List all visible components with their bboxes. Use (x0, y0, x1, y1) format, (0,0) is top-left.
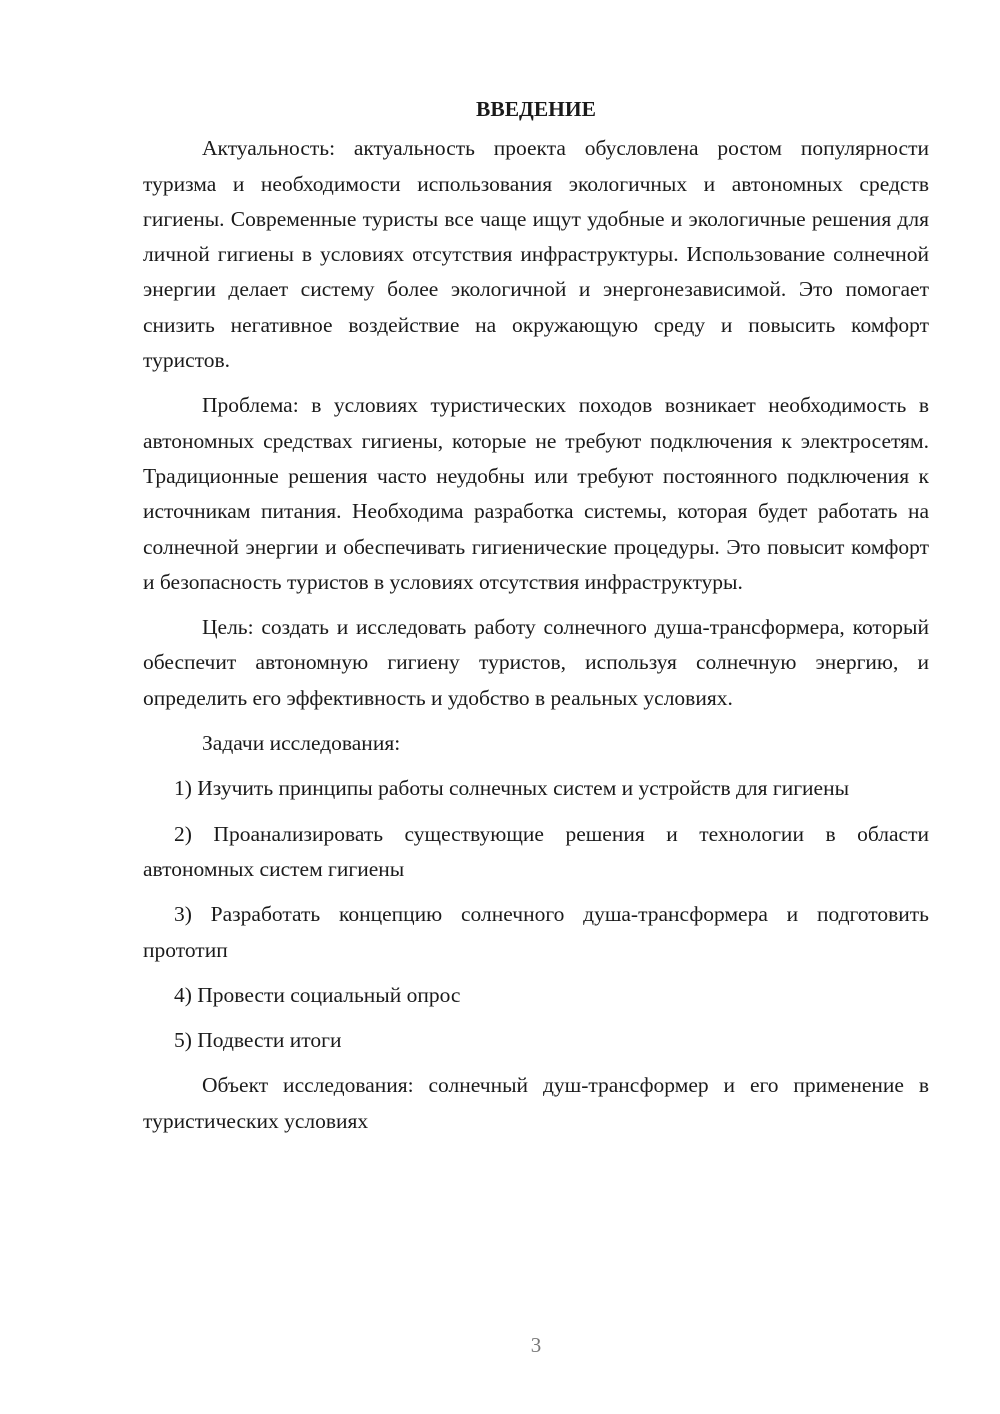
relevance-paragraph: Актуальность: актуальность проекта обусловлена ростом популярности туризма и необходимости использования экологичных и автономных средств гигиены. Современные туристы все чаще ищут удобные и экологичные решения для личной гигиены в условиях отсутствия инфраструктуры. Использование солнечной энергии делает систему более экологичной и энергонезависимой. Это помогает снизить негативное воздействие на окружающую среду и повысить комфорт туристов. (143, 136, 929, 373)
goal-paragraph: Цель: создать и исследовать работу солнечного душа-трансформера, который обеспечит автономную гигиену туристов, используя солнечную энергию, и определить его эффективность и удобство в реальных условиях. (143, 615, 929, 710)
page-number: 3 (530, 1333, 542, 1357)
problem-paragraph: Проблема: в условиях туристических походов возникает необходимость в автономных средствах гигиены, которые не требуют подключения к электросетям. Традиционные решения часто неудобны или требуют постоянного подключения к источникам питания. Необходима разработка системы, которая будет работать на солнечной энергии и обеспечивать гигиенические процедуры. Это повысит комфорт и безопасность туристов в условиях отсутствия инфраструктуры. (143, 393, 929, 594)
page-title: ВВЕДЕНИЕ (476, 97, 596, 121)
object-paragraph: Объект исследования: солнечный душ-трансформер и его применение в туристических условиях (143, 1073, 929, 1133)
task-item-1: 1) Изучить принципы работы солнечных систем и устройств для гигиены (174, 776, 850, 801)
tasks-heading: Задачи исследования: (202, 731, 401, 756)
task-item-2: 2) Проанализировать существующие решения и технологии в области автономных систем гигиены (143, 821, 929, 881)
tasks-list (143, 771, 929, 1058)
task-item-5: 5) Подвести итоги (174, 1028, 342, 1053)
document-body (143, 92, 929, 1149)
task-item-3: 3) Разработать концепцию солнечного душа-трансформера и подготовить прототип (143, 902, 929, 962)
task-item-4: 4) Провести социальный опрос (174, 982, 461, 1007)
